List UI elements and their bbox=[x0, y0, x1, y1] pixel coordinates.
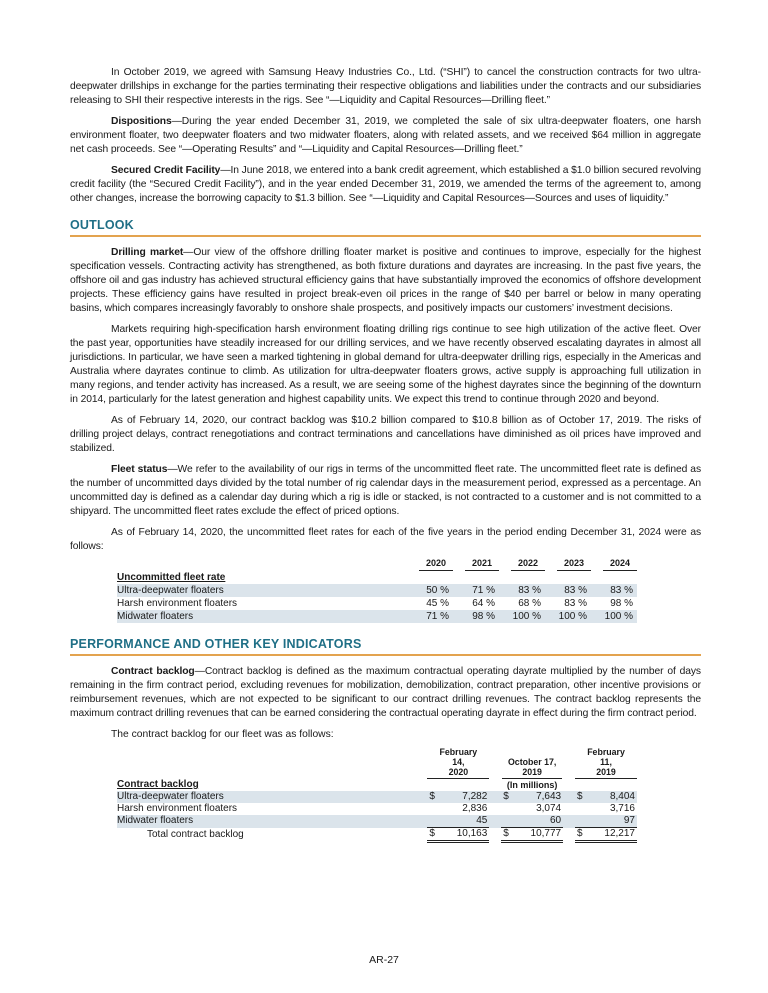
page-number: AR-27 bbox=[369, 954, 399, 966]
table-row: Ultra-deepwater floaters 50 % 71 % 83 % 83 % 83 % bbox=[117, 584, 637, 597]
paragraph-market-utilization: Markets requiring high-specification harsh environment floating drilling rigs continue to see high utilization of the active fleet. Over the past year, opportunities have steadily increased for our drilling services, and we have recently observed escalating dayrates in almost all jurisdictions. In particular, we have seen a marked tightening in global demand for ultra-deepwater drilling rigs, especially in the Americas and Australia where dayrates continue to climb. As utilization for ultra-deepwater floaters grows, active supply is approaching full utilization in many regions, and tender activity has increased. As a result, we are seeing some of the highest dayrates since the beginning of the downturn in 2014, particularly for the latest generation and highest capability units. We expect this trend to continue through 2020 and beyond. bbox=[70, 324, 701, 405]
lead-term: Drilling market bbox=[111, 247, 184, 258]
table-total-row: Total contract backlog $ 10,163 $ 10,777 $ 12,217 bbox=[147, 828, 635, 840]
table-row: Harsh environment floaters 45 % 64 % 68 % 83 % 98 % bbox=[117, 598, 633, 609]
column-header: 2023 bbox=[557, 557, 591, 571]
table-header-row bbox=[117, 557, 637, 571]
lead-term: Fleet status bbox=[111, 464, 168, 475]
table-caption: Contract backlog bbox=[117, 779, 199, 790]
table-row: Midwater floaters 71 % 98 % 100 % 100 % 100 % bbox=[117, 610, 637, 623]
column-header: February 14, 2020 bbox=[427, 747, 489, 779]
backlog-intro: The contract backlog for our fleet was as follows: bbox=[111, 729, 334, 740]
column-header: October 17, 2019 bbox=[502, 757, 562, 779]
table-row: Midwater floaters 45 60 97 bbox=[117, 815, 635, 827]
paragraph-secured-credit-facility: Secured Credit Facility—In June 2018, we entered into a bank credit agreement, which established a $1.0 billion secured revolving credit facility (the “Secured Credit Facility”), and in the year ended December 31, 2019, we amended the terms of the agreement to, among other changes, increase the borrowing capacity to $1.3 billion. See “—Liquidity and Capital Resources—Sources and uses of liquidity.” bbox=[70, 165, 701, 204]
paragraph-fleet-intro: As of February 14, 2020, the uncommitted fleet rates for each of the five years in the period ending December 31, 2024 were as follows: bbox=[70, 527, 701, 552]
table-header-row bbox=[117, 747, 637, 779]
column-header: 2020 bbox=[419, 557, 453, 571]
table-row: Ultra-deepwater floaters $ 7,282 $ 7,643 $ 8,404 bbox=[117, 791, 635, 802]
paragraph-contract-backlog: Contract backlog—Contract backlog is defined as the maximum contractual operating dayrate multiplied by the number of days remaining in the firm contract period, excluding revenues for mobilization, demobilization, contract preparation, other incentive provisions or reimbursement revenues, which are not expected to be significant to our contract drilling revenues. The contract backlog represents the maximum contract drilling revenues that can be earned considering the contractual operating dayrate in effect during the firm contract period. bbox=[70, 666, 701, 719]
column-header: 2022 bbox=[511, 557, 545, 571]
table-row: Harsh environment floaters 2,836 3,074 3,716 bbox=[117, 803, 635, 814]
table-caption: Uncommitted fleet rate bbox=[117, 572, 226, 583]
column-header: 2021 bbox=[465, 557, 499, 571]
paragraph-shi-cancellation: In October 2019, we agreed with Samsung Heavy Industries Co., Ltd. (“SHI”) to cancel the construction contracts for two ultra-deepwater drillships in exchange for the parties terminating their respective obligations and liabilities under the contracts and our subsidiaries releasing to SHI their respective interests in the rigs. See “—Liquidity and Capital Resources—Drilling fleet.” bbox=[70, 67, 701, 106]
lead-term: Contract backlog bbox=[111, 666, 195, 677]
contract-backlog-table bbox=[117, 747, 637, 843]
unit-label: (In millions) bbox=[506, 780, 558, 790]
paragraph-fleet-status: Fleet status—We refer to the availability of our rigs in terms of the uncommitted fleet rate. The uncommitted fleet rate is defined as the number of uncommitted days divided by the total number of rig calendar days in the measurement period, expressed as a percentage. An uncommitted day is defined as a calendar day during which a rig is idle or stacked, is not contracted to a customer and is not committed to a shipyard. The uncommitted fleet rates exclude the effect of priced options. bbox=[70, 464, 701, 517]
column-header: February 11, 2019 bbox=[575, 747, 637, 779]
paragraph-drilling-market: Drilling market—Our view of the offshore drilling floater market is positive and continues to improve, especially for the highest specification vessels. Contracting activity has strengthened, as both fixture durations and dayrates are increasing. In the past five years, the offshore oil and gas industry has achieved structural efficiency gains that have substantially improved the economics of offshore development projects. These efficiency gains have resulted in project break-even oil prices in the range of $40 per barrel or below in many operating basins, which compares increasingly favorably to onshore shale prospects, and positively impacts our customers’ investment decisions. bbox=[70, 247, 701, 314]
section-heading-outlook: OUTLOOK bbox=[70, 218, 701, 237]
paragraph-dispositions: Dispositions—During the year ended December 31, 2019, we completed the sale of six ultra-deepwater floaters, one harsh environment floater, two deepwater floaters and two midwater floaters, along with related assets, and we received $64 million in aggregate net cash proceeds. See “—Operating Results” and “—Liquidity and Capital Resources—Drilling fleet.” bbox=[70, 116, 701, 155]
column-header: 2024 bbox=[603, 557, 637, 571]
lead-term: Dispositions bbox=[111, 116, 172, 127]
section-heading-performance: PERFORMANCE AND OTHER KEY INDICATORS bbox=[70, 637, 701, 656]
lead-term: Secured Credit Facility bbox=[111, 165, 221, 176]
document-page bbox=[70, 66, 701, 843]
uncommitted-fleet-table bbox=[117, 557, 637, 623]
paragraph-backlog-summary: As of February 14, 2020, our contract backlog was $10.2 billion compared to $10.8 billion as of October 17, 2019. The risks of drilling project delays, contract renegotiations and contract terminations and cancellations have diminished as oil prices have improved and stabilized. bbox=[70, 415, 701, 454]
